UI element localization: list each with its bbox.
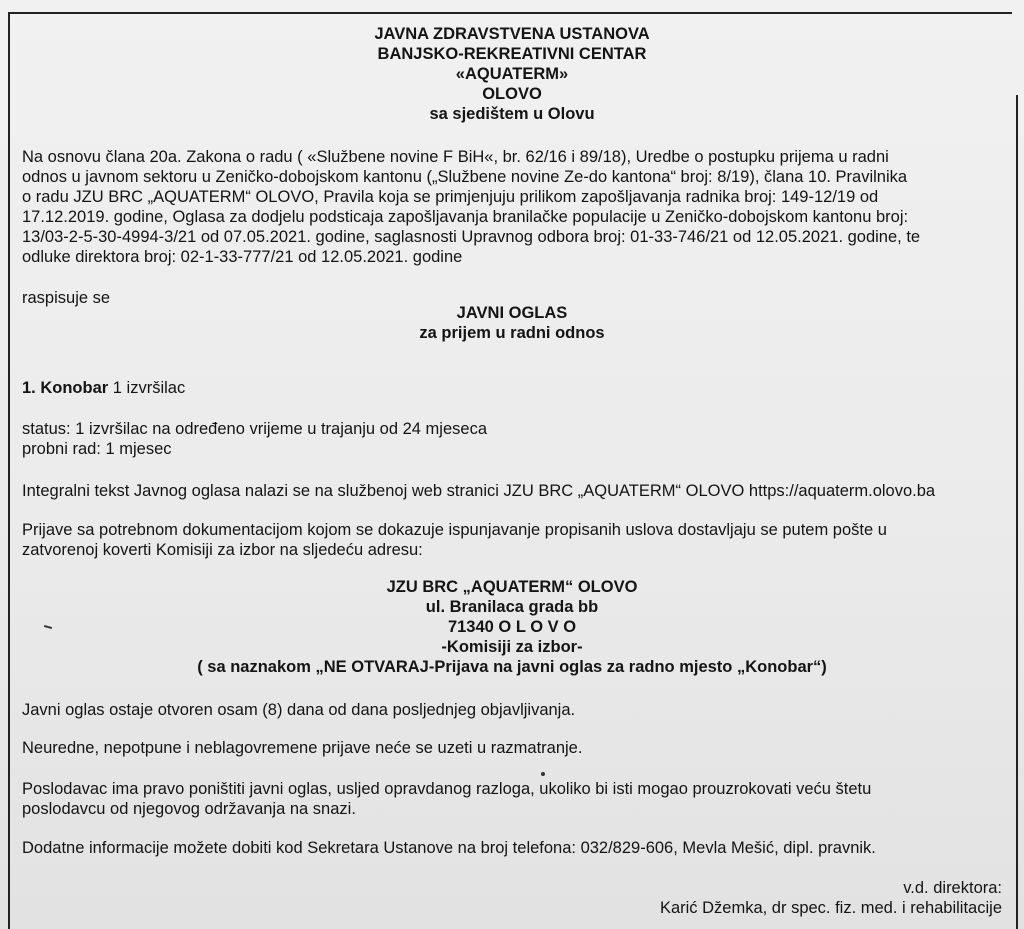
additional-info: Dodatne informacije možete dobiti kod Sekretara Ustanove na broj telefona: 032/829-606, Mevla Mešić, dipl. pravnik. (22, 839, 876, 857)
header-city: OLOVO (482, 85, 542, 103)
position-probation: probni rad: 1 mjesec (22, 440, 172, 458)
employer-right-line: Poslodavac ima pravo poništiti javni oglas, usljed opravdanog razloga, ukoliko bi isti mogao prouzrokovati veću štetu (22, 780, 872, 798)
signature-role: v.d. direktora: (903, 879, 1002, 897)
raspisuje-text: raspisuje se (22, 289, 111, 307)
intro-line: odluke direktora broj: 02-1-33-777/21 od 12.05.2021. godine (22, 248, 463, 266)
signature-name: Karić Džemka, dr spec. fiz. med. i rehabilitacije (659, 899, 1002, 917)
intro-line: Na osnovu člana 20a. Zakona o radu ( «Službene novine F BiH«, br. 62/16 i 89/18), Uredbe o postupku prijema u radni (22, 148, 889, 166)
position-status: status: 1 izvršilac na određeno vrijeme u trajanju od 24 mjeseca (22, 420, 487, 438)
employer-right-line: poslodavcu od njegovog održavanja na snazi. (22, 800, 356, 818)
integral-text-notice: Integralni tekst Javnog oglasa nalazi se na službenoj web stranici JZU BRC „AQUATERM“ OLOVO https://aquaterm.olovo.ba (22, 482, 936, 500)
open-period: Javni oglas ostaje otvoren osam (8) dana od dana posljednjeg objavljivanja. (22, 701, 576, 719)
print-speck (541, 772, 545, 776)
address-institution: JZU BRC „AQUATERM“ OLOVO (386, 578, 638, 596)
header-brand: «AQUATERM» (455, 65, 569, 83)
address-committee: -Komisiji za izbor- (441, 638, 583, 656)
oglas-title: JAVNI OGLAS (456, 304, 568, 322)
position-title: 1. Konobar (22, 379, 109, 397)
intro-line: 17.12.2019. godine, Oglasa za dodjelu podsticaja zapošljavanja branilačke populacije u Zeničko-dobojskom kantonu broj: (22, 208, 909, 226)
applications-line: zatvorenoj koverti Komisiji za izbor na sljedeću adresu: (22, 541, 423, 559)
header-institution-name: BANJSKO-REKREATIVNI CENTAR (377, 45, 647, 63)
position-count: 1 izvršilac (112, 379, 186, 397)
irregular-applications: Neuredne, nepotpune i neblagovremene prijave neće se uzeti u razmatranje. (22, 739, 583, 757)
header-institution-type: JAVNA ZDRAVSTVENA USTANOVA (374, 25, 650, 43)
address-postal: 71340 O L O V O (447, 618, 577, 636)
intro-line: o radu JZU BRC „AQUATERM“ OLOVO, Pravila koja se primjenjuju prilikom zapošljavanja radnika broj: 149-12/19 od (22, 188, 879, 206)
address-note: ( sa naznakom „NE OTVARAJ-Prijava na javni oglas za radno mjesto „Konobar“) (197, 658, 827, 676)
ad-border-right (1016, 95, 1018, 929)
intro-line: odnos u javnom sektoru u Zeničko-dobojskom kantonu („Službene novine Ze-do kantona“ broj: 8/19), člana 10. Pravilnika (22, 168, 908, 186)
applications-line: Prijave sa potrebnom dokumentacijom kojom se dokazuje ispunjavanje propisanih uslova dostavljaju se putem pošte u (22, 521, 887, 539)
address-street: ul. Branilaca grada bb (425, 598, 599, 616)
oglas-subtitle: za prijem u radni odnos (419, 324, 605, 342)
header-seat: sa sjedištem u Olovu (429, 105, 595, 123)
position-heading (22, 378, 185, 398)
intro-line: 13/03-2-5-30-4994-3/21 od 07.05.2021. godine, saglasnosti Upravnog odbora broj: 01-33-746/21 od 12.05.2021. godine, te (22, 228, 921, 246)
